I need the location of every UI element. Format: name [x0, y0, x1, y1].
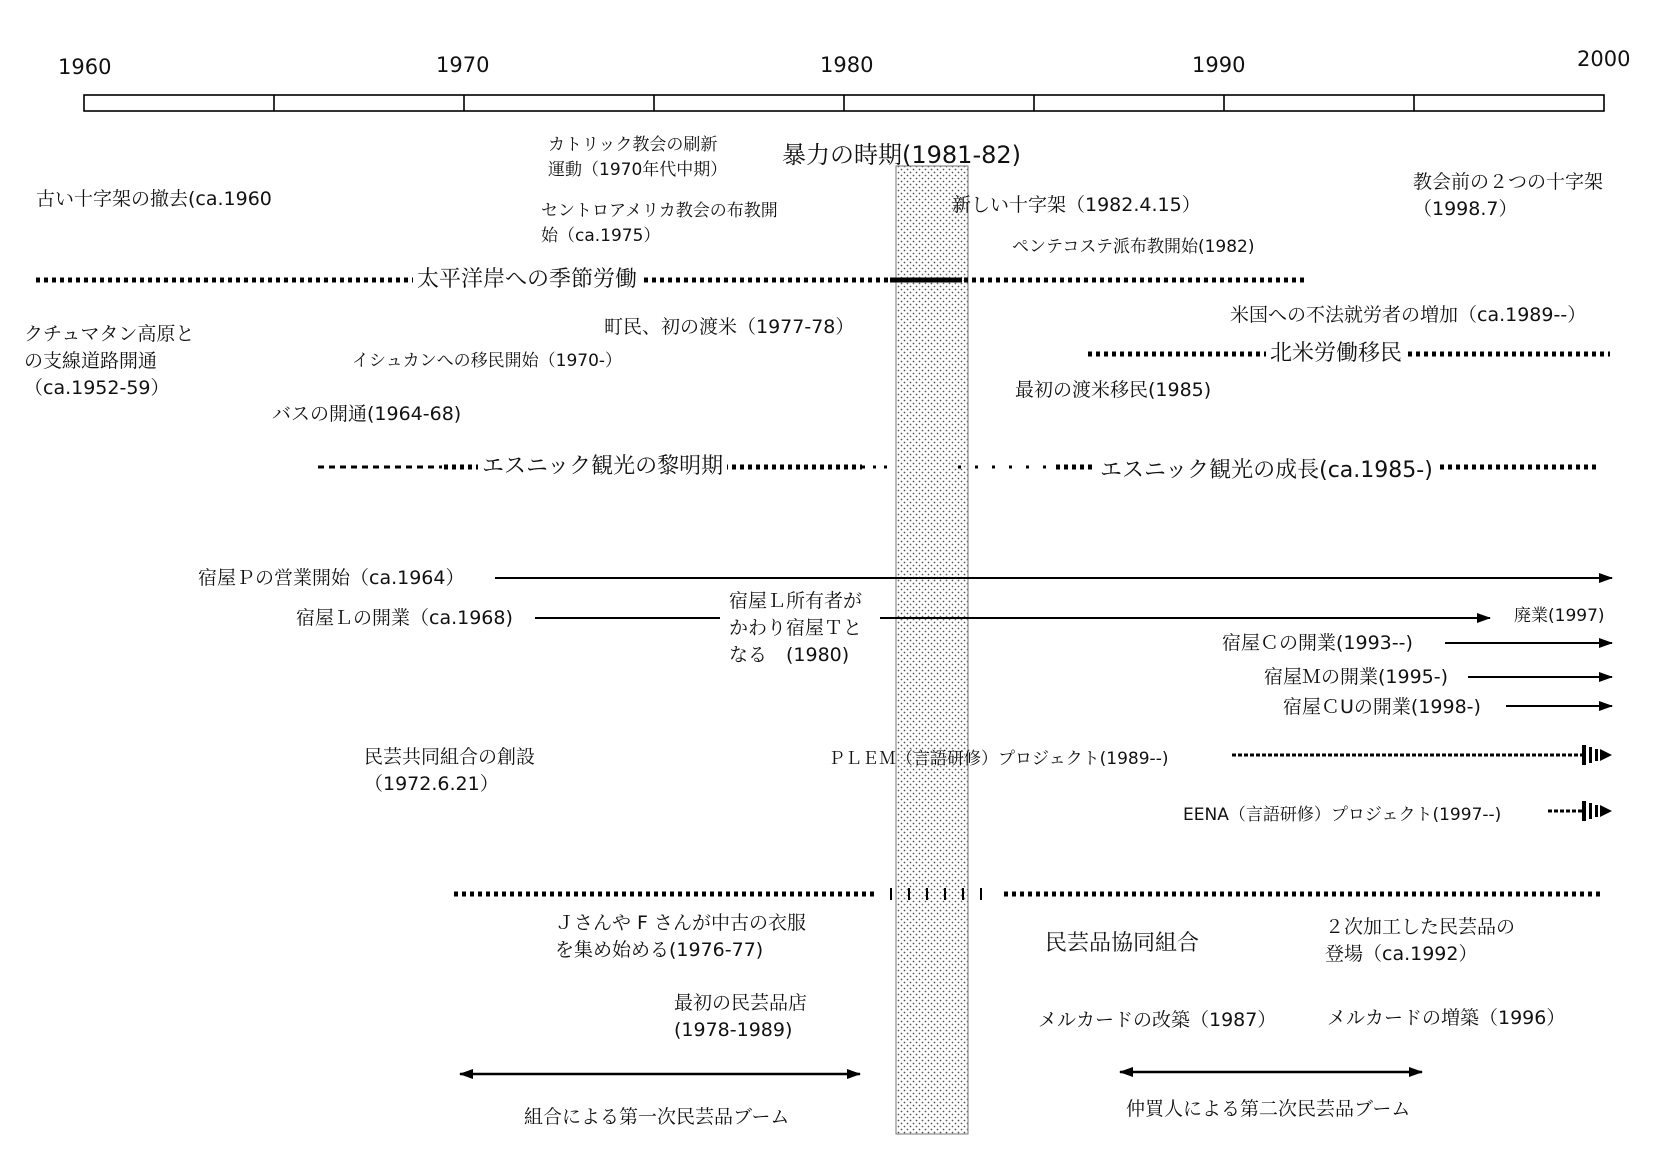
- lodging-cu-label: 宿屋ＣUの開業(1998-): [1283, 696, 1481, 718]
- craft-coop-founding-label: 民芸共同組合の創設 （1972.6.21）: [364, 746, 536, 795]
- townsfolk-first-us-label: 町民、初の渡米（1977-78）: [604, 316, 855, 338]
- illegal-workers-label: 米国への不法就労者の増加（ca.1989--）: [1230, 304, 1587, 326]
- central-america-mission-label: セントロアメリカ教会の布教開 始（ca.1975）: [541, 201, 778, 246]
- eena-project-arrow: [1548, 801, 1612, 821]
- first-craft-boom-label: 組合による第一次民芸品ブーム: [524, 1106, 790, 1128]
- catholic-renewal-label: カトリック教会の刷新 運動（1970年代中期）: [548, 135, 728, 180]
- ethnic-tourism-growth-label: エスニック観光の成長(ca.1985-): [1096, 457, 1437, 485]
- lodging-closed-label: 廃業(1997): [1514, 606, 1605, 626]
- year-label-2000: 2000: [1577, 47, 1631, 71]
- craft-coop-label: 民芸品協同組合: [1045, 931, 1200, 956]
- year-label-1960: 1960: [58, 55, 112, 79]
- lodging-c-label: 宿屋Ｃの開業(1993--): [1222, 632, 1413, 654]
- market-expansion-label: メルカードの増築（1996）: [1327, 1007, 1566, 1029]
- ethnic-tourism-dawn-label: エスニック観光の黎明期: [478, 453, 727, 481]
- lodging-p-label: 宿屋Ｐの営業開始（ca.1964）: [198, 567, 465, 589]
- year-label-1980: 1980: [820, 53, 874, 77]
- violence-period-band: [896, 166, 968, 1134]
- lodging-m-label: 宿屋Ｍの開業(1995-): [1264, 666, 1449, 688]
- year-label-1970: 1970: [436, 53, 490, 77]
- lodging-l-label: 宿屋Ｌの開業（ca.1968): [296, 607, 513, 629]
- first-us-migrant-label: 最初の渡米移民(1985): [1015, 379, 1212, 401]
- road-opening-label: クチュマタン高原と の支線道路開通 （ca.1952-59）: [24, 323, 195, 399]
- timeline-axis: [84, 95, 1604, 111]
- pentecostal-mission-label: ペンテコステ派布教開始(1982): [1012, 237, 1255, 257]
- plem-project-arrow: [1232, 745, 1612, 765]
- first-craft-shop-label: 最初の民芸品店 (1978-1989): [674, 992, 808, 1041]
- north-america-migration-label: 北米労働移民: [1266, 340, 1406, 368]
- used-clothes-label: Ｊさんや F さんが中古の衣服 を集め始める(1976-77): [555, 912, 807, 961]
- year-label-1990: 1990: [1192, 53, 1246, 77]
- two-crosses-label: 教会前の２つの十字架 （1998.7）: [1413, 171, 1604, 220]
- old-cross-removal-label: 古い十字架の撤去(ca.1960: [36, 188, 272, 210]
- second-craft-boom-label: 仲買人による第二次民芸品ブーム: [1126, 1098, 1411, 1120]
- eena-project-label: EENA（言語研修）プロジェクト(1997--): [1183, 805, 1502, 825]
- lodging-l-to-t-label: 宿屋Ｌ所有者が かわり宿屋Ｔと なる (1980): [729, 590, 863, 666]
- bus-opening-label: バスの開通(1964-68): [272, 403, 462, 425]
- pacific-labor-label: 太平洋岸への季節労働: [413, 266, 641, 294]
- secondary-craft-label: ２次加工した民芸品の 登場（ca.1992）: [1325, 916, 1516, 965]
- ixcan-migration-label: イシュカンへの移民開始（1970-）: [352, 351, 623, 371]
- violence-period-title: 暴力の時期(1981-82): [782, 141, 1022, 169]
- new-cross-label: 新しい十字架（1982.4.15）: [952, 194, 1201, 216]
- market-reform-label: メルカードの改築（1987）: [1038, 1009, 1277, 1031]
- plem-project-label: ＰＬＥＭ（言語研修）プロジェクト(1989--): [828, 749, 1169, 769]
